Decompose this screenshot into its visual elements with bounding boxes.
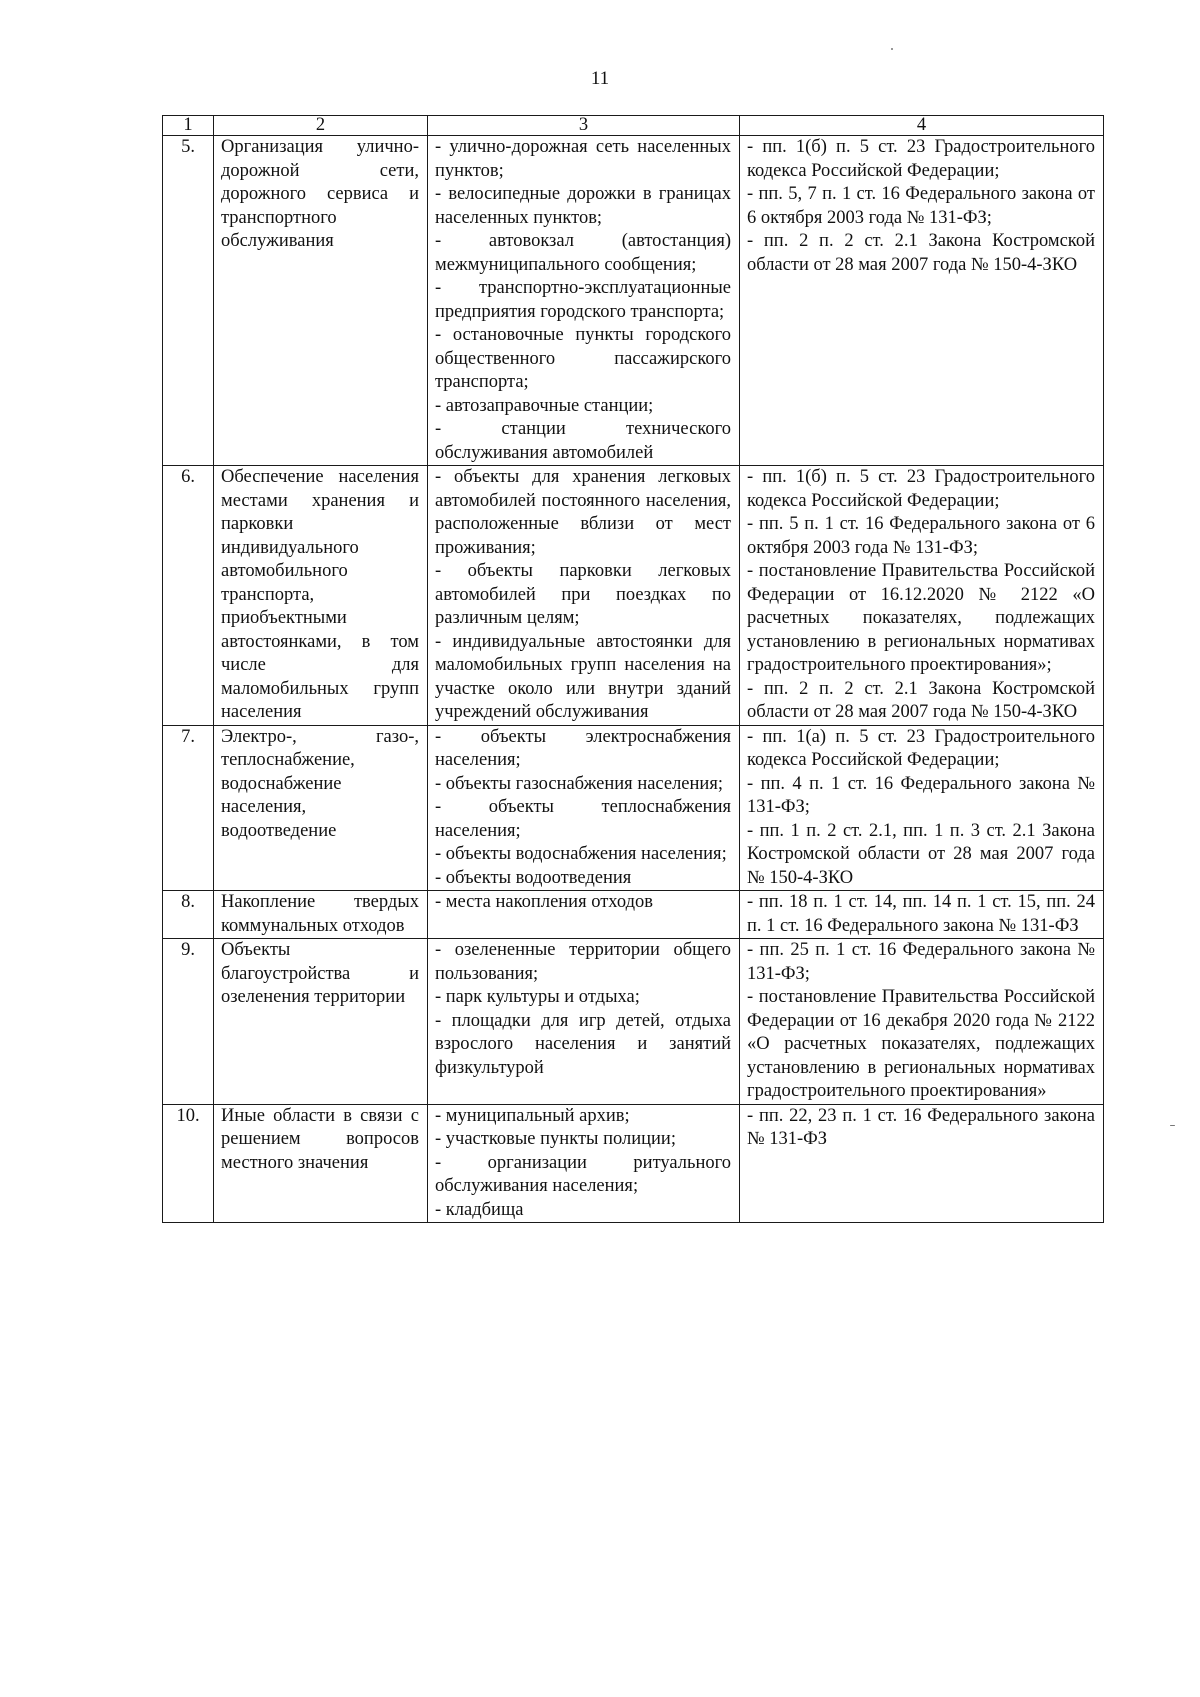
norms-table	[162, 115, 1104, 1223]
legal-basis-item: - пп. 2 п. 2 ст. 2.1 Закона Костромской области от 28 мая 2007 года № 150-4-ЗКО	[747, 231, 1095, 275]
legal-basis-cell	[740, 1104, 1104, 1223]
object-item: - велосипедные дорожки в границах населенных пунктов;	[435, 184, 731, 228]
row-number: 6.	[163, 466, 214, 726]
area-cell: Организация улично-дорожной сети, дорожного сервиса и транспортного обслуживания	[214, 136, 428, 466]
row-number: 8.	[163, 891, 214, 939]
row-number: 10.	[163, 1104, 214, 1223]
object-item: - объекты газоснабжения населения;	[435, 773, 723, 794]
object-item: - озелененные территории общего пользования;	[435, 940, 731, 984]
area-cell: Обеспечение населения местами хранения и парковки индивидуального автомобильного транспорта, приобъектными автостоянками, в том числе для маломобильных групп населения	[214, 466, 428, 726]
object-item: - организации ритуального обслуживания населения;	[435, 1152, 731, 1196]
table-body	[163, 136, 1104, 1223]
area-cell: Электро-, газо-, теплоснабжение, водоснабжение населения, водоотведение	[214, 725, 428, 891]
legal-basis-item: - постановление Правительства Российской Федерации от 16.12.2020 № 2122 «О расчетных показателях, подлежащих установлению в региональных нормативах градостроительного проектирования»;	[747, 561, 1095, 675]
objects-cell	[428, 891, 740, 939]
area-cell: Объекты благоустройства и озеленения территории	[214, 939, 428, 1105]
object-item: - автозаправочные станции;	[435, 395, 654, 416]
legal-basis-item: - пп. 5 п. 1 ст. 16 Федерального закона от 6 октября 2003 года № 131-ФЗ;	[747, 514, 1095, 558]
legal-basis-cell	[740, 725, 1104, 891]
scan-speck	[891, 48, 893, 50]
object-item: - участковые пункты полиции;	[435, 1129, 676, 1149]
object-item: - объекты для хранения легковых автомобилей постоянного населения, расположенные вблизи от мест проживания;	[435, 467, 731, 558]
object-item: - объекты электроснабжения населения;	[435, 726, 731, 770]
object-item: - улично-дорожная сеть населенных пунктов;	[435, 137, 731, 181]
object-item: - объекты водоснабжения населения;	[435, 844, 727, 864]
legal-basis-item: - пп. 22, 23 п. 1 ст. 16 Федерального закона № 131-ФЗ	[747, 1105, 1095, 1149]
page-number: 11	[590, 68, 610, 89]
legal-basis-item: - пп. 2 п. 2 ст. 2.1 Закона Костромской области от 28 мая 2007 года № 150-4-ЗКО	[747, 678, 1095, 722]
object-item: - объекты водоотведения	[435, 867, 632, 888]
legal-basis-item: - пп. 1(б) п. 5 ст. 23 Градостроительного кодекса Российской Федерации;	[747, 467, 1095, 511]
column-header-4: 4	[740, 116, 1104, 136]
column-header-3: 3	[428, 116, 740, 136]
legal-basis-item: - пп. 5, 7 п. 1 ст. 16 Федерального закона от 6 октября 2003 года № 131-ФЗ;	[747, 184, 1095, 228]
object-item: - парк культуры и отдыха;	[435, 987, 640, 1007]
objects-cell	[428, 1104, 740, 1223]
object-item: - индивидуальные автостоянки для маломобильных групп населения на участке около или внутри зданий учреждений обслуживания	[435, 631, 731, 722]
object-item: - кладбища	[435, 1199, 524, 1220]
legal-basis-item: - пп. 25 п. 1 ст. 16 Федерального закона № 131-ФЗ;	[747, 940, 1095, 984]
row-number: 5.	[163, 136, 214, 466]
table-row	[163, 466, 1104, 726]
table-header-row	[163, 116, 1104, 136]
row-number: 9.	[163, 939, 214, 1105]
objects-cell	[428, 136, 740, 466]
object-item: - места накопления отходов	[435, 892, 653, 912]
objects-cell	[428, 725, 740, 891]
object-item: - площадки для игр детей, отдыха взрослого населения и занятий физкультурой	[435, 1010, 731, 1078]
objects-cell	[428, 939, 740, 1105]
legal-basis-item: - пп. 1 п. 2 ст. 2.1, пп. 1 п. 3 ст. 2.1 Закона Костромской области от 28 мая 2007 года № 150-4-ЗКО	[747, 820, 1095, 888]
legal-basis-item: - пп. 18 п. 1 ст. 14, пп. 14 п. 1 ст. 15, пп. 24 п. 1 ст. 16 Федерального закона № 131-ФЗ	[747, 892, 1095, 936]
scan-speck	[1170, 1125, 1175, 1126]
legal-basis-cell	[740, 891, 1104, 939]
legal-basis-cell	[740, 466, 1104, 726]
legal-basis-cell	[740, 136, 1104, 466]
column-header-2: 2	[214, 116, 428, 136]
table-row	[163, 136, 1104, 466]
table-row	[163, 1104, 1104, 1223]
legal-basis-cell	[740, 939, 1104, 1105]
row-number: 7.	[163, 725, 214, 891]
object-item: - станции технического обслуживания автомобилей	[435, 419, 731, 463]
object-item: - муниципальный архив;	[435, 1105, 630, 1126]
table-row	[163, 939, 1104, 1105]
table-row	[163, 891, 1104, 939]
column-header-1: 1	[163, 116, 214, 136]
object-item: - объекты теплоснабжения населения;	[435, 797, 731, 841]
legal-basis-item: - пп. 1(а) п. 5 ст. 23 Градостроительного кодекса Российской Федерации;	[747, 726, 1095, 770]
object-item: - транспортно-эксплуатационные предприятия городского транспорта;	[435, 278, 731, 322]
legal-basis-item: - пп. 4 п. 1 ст. 16 Федерального закона № 131-ФЗ;	[747, 773, 1095, 817]
object-item: - объекты парковки легковых автомобилей при поездках по различным целям;	[435, 561, 731, 628]
area-cell: Иные области в связи с решением вопросов местного значения	[214, 1104, 428, 1223]
objects-cell	[428, 466, 740, 726]
object-item: - автовокзал (автостанция) межмуниципального сообщения;	[435, 231, 731, 275]
object-item: - остановочные пункты городского общественного пассажирского транспорта;	[435, 325, 731, 392]
area-cell: Накопление твердых коммунальных отходов	[214, 891, 428, 939]
table-row	[163, 725, 1104, 891]
legal-basis-item: - пп. 1(б) п. 5 ст. 23 Градостроительного кодекса Российской Федерации;	[747, 137, 1095, 181]
legal-basis-item: - постановление Правительства Российской Федерации от 16 декабря 2020 года № 2122 «О расчетных показателях, подлежащих установлению в региональных нормативах градостроительного проектирования»	[747, 987, 1095, 1101]
